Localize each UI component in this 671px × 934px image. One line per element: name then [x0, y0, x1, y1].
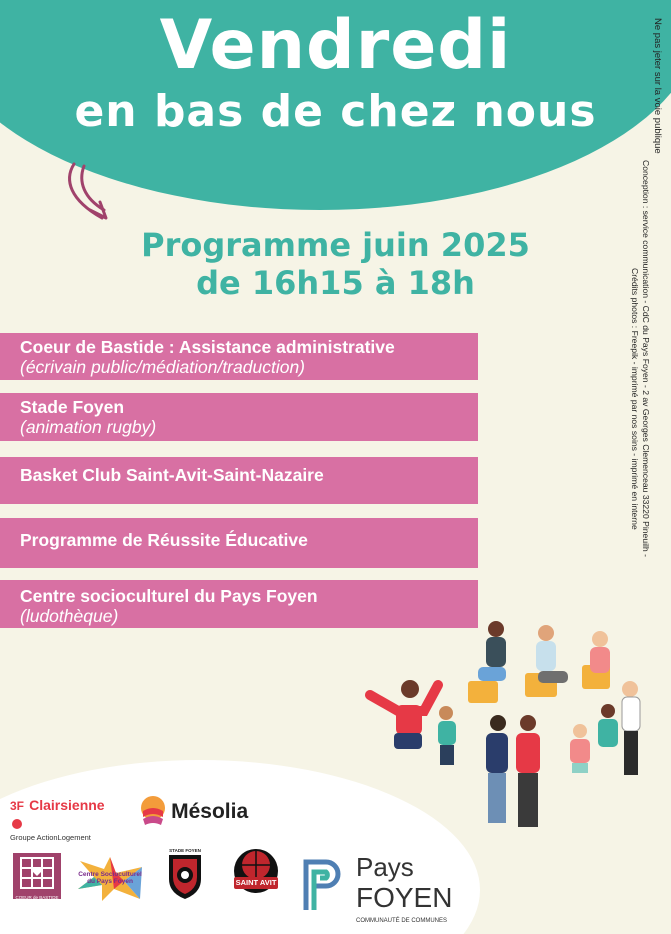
- programme-month: Programme juin 2025: [141, 226, 530, 264]
- mesolia-logo: Mésolia: [140, 795, 270, 833]
- coeur-bastide-logo: COEUR de BASTIDE: [13, 853, 61, 899]
- legal-notice: Ne pas jeter sur la voie publique: [652, 18, 663, 154]
- activity-title: Programme de Réussite Éducative: [20, 530, 308, 550]
- activity-subtitle: (écrivain public/médiation/traduction): [20, 357, 305, 377]
- activity-title: Centre socioculturel du Pays Foyen: [20, 586, 318, 606]
- curved-arrow-icon: [60, 160, 120, 230]
- heart-window-icon: [13, 853, 61, 891]
- activity-item-basket-club: [0, 457, 478, 504]
- activity-item-coeur-bastide: [0, 333, 478, 380]
- activity-title: Basket Club Saint-Avit-Saint-Nazaire: [20, 465, 324, 485]
- activity-item-reussite-educative: [0, 518, 478, 568]
- pays-foyen-emblem-icon: [300, 856, 344, 912]
- mesolia-icon: [140, 795, 166, 829]
- programme-hours: de 16h15 à 18h: [196, 264, 475, 302]
- activity-title: Coeur de Bastide : Assistance administrative: [20, 337, 395, 357]
- centre-socioculturel-logo: Centre Socioculturel du Pays Foyen: [72, 853, 148, 903]
- activity-title: Stade Foyen: [20, 397, 125, 417]
- credits-line-2: Crédits photos : Freepik - imprimé par nos soins - imprimé en interne: [630, 268, 640, 530]
- bc-saint-avit-logo: SAINT AVIT: [232, 845, 280, 903]
- activity-subtitle: (ludothèque): [20, 606, 119, 626]
- stade-foyen-logo: STADE FOYEN: [165, 848, 205, 904]
- activity-item-stade-foyen: [0, 393, 478, 441]
- title-subtitle: en bas de chez nous: [74, 86, 597, 137]
- credits-line-1: Conception : service communication - CdC du Pays Foyen - 2 av Georges Clemenceau 33220 Pineuilh -: [641, 160, 651, 557]
- stade-foyen-shield-icon: [165, 853, 205, 901]
- title-vendredi: Vendredi: [159, 6, 512, 85]
- basketball-badge-icon: [232, 845, 280, 903]
- clairsienne-logo: 3F Clairsienne Groupe ActionLogement: [10, 797, 105, 842]
- activity-subtitle: (animation rugby): [20, 417, 157, 437]
- pays-foyen-logo: Pays FOYEN COMMUNAUTÉ DE COMMUNES: [300, 852, 460, 932]
- clairsienne-badge-icon: [12, 819, 22, 829]
